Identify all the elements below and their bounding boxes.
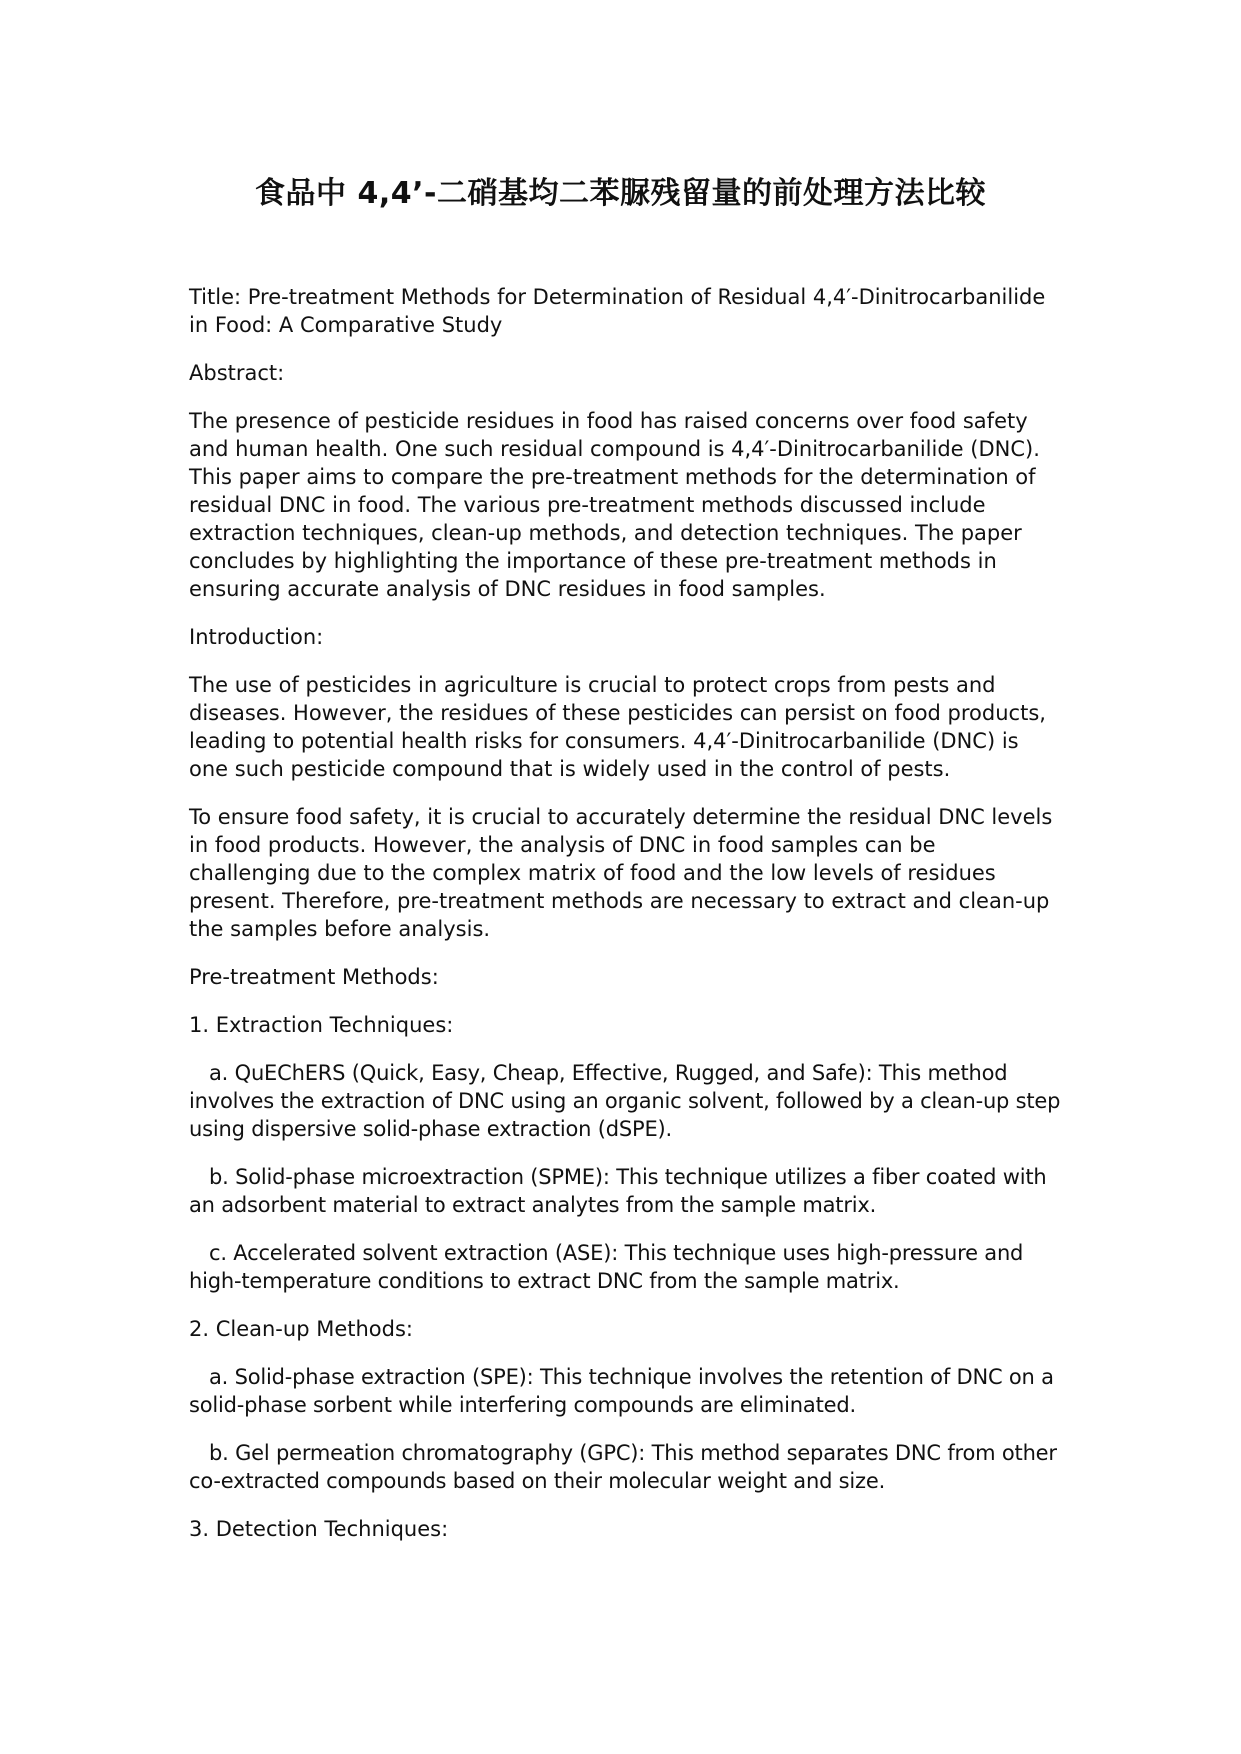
abstract-paragraph: The presence of pesticide residues in food has raised concerns over food safety and human health. One such residual compound is 4,4′-Dinitrocarbanilide (DNC). This paper aims to compare the pre-treatment methods for the determination of residual DNC in food. The various pre-treatment methods discussed include extraction techniques, clean-up methods, and detection techniques. The paper concludes by highlighting the importance of these pre-treatment methods in ensuring accurate analysis of DNC residues in food samples.	[189, 409, 1040, 601]
introduction-heading: Introduction:	[189, 625, 324, 649]
introduction-paragraph-1: The use of pesticides in agriculture is crucial to protect crops from pests and diseases. However, the residues of these pesticides can persist on food products, leading to potential health risks for consumers. 4,4′-Dinitrocarbanilide (DNC) is one such pesticide compound that is widely used in the control of pests.	[189, 673, 1046, 781]
ase-item: c. Accelerated solvent extraction (ASE): This technique uses high-pressure and high-temperature conditions to extract DNC from the sample matrix.	[189, 1241, 1024, 1293]
document-title: 食品中 4,4’-二硝基均二苯脲残留量的前处理方法比较	[255, 176, 986, 211]
paper-title-line: Title: Pre-treatment Methods for Determination of Residual 4,4′-Dinitrocarbanilide in Food: A Comparative Study	[189, 285, 1046, 337]
detection-techniques-heading: 3. Detection Techniques:	[189, 1517, 449, 1541]
spme-item: b. Solid-phase microextraction (SPME): This technique utilizes a fiber coated with an adsorbent material to extract analytes from the sample matrix.	[189, 1165, 1047, 1217]
document-body	[189, 283, 1063, 1563]
spe-item: a. Solid-phase extraction (SPE): This technique involves the retention of DNC on a solid-phase sorbent while interfering compounds are eliminated.	[189, 1365, 1054, 1417]
introduction-paragraph-2: To ensure food safety, it is crucial to accurately determine the residual DNC levels in food products. However, the analysis of DNC in food samples can be challenging due to the complex matrix of food and the low levels of residues present. Therefore, pre-treatment methods are necessary to extract and clean-up the samples before analysis.	[189, 805, 1053, 941]
extraction-techniques-heading: 1. Extraction Techniques:	[189, 1013, 454, 1037]
pretreatment-methods-heading: Pre-treatment Methods:	[189, 965, 439, 989]
gpc-item: b. Gel permeation chromatography (GPC): This method separates DNC from other co-extracted compounds based on their molecular weight and size.	[189, 1441, 1057, 1493]
quechers-item: a. QuEChERS (Quick, Easy, Cheap, Effective, Rugged, and Safe): This method involves the extraction of DNC using an organic solvent, followed by a clean-up step using dispersive solid-phase extraction (dSPE).	[189, 1061, 1061, 1141]
abstract-heading: Abstract:	[189, 361, 285, 385]
cleanup-methods-heading: 2. Clean-up Methods:	[189, 1317, 413, 1341]
